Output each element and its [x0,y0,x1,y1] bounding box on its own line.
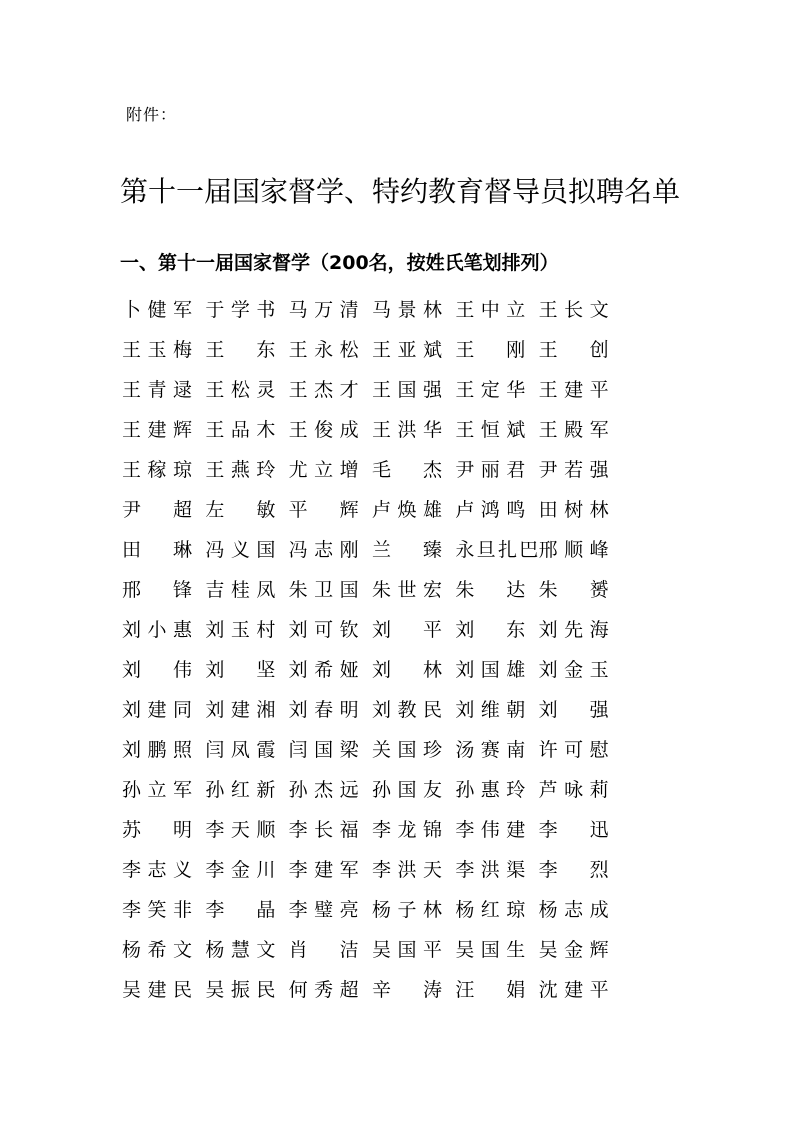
name-row [122,970,622,1010]
name-cell: 冯志刚 [288,539,359,561]
name-row [122,690,622,730]
name-cell: 王 东 [205,339,276,361]
name-cell: 王亚斌 [371,339,442,361]
name-cell: 李 迅 [538,819,609,841]
name-cell: 王永松 [288,339,359,361]
name-cell: 刘小惠 [122,619,192,641]
name-cell: 李笑非 [122,899,192,921]
name-cell: 关国珍 [371,739,442,761]
name-cell: 刘可钦 [288,619,359,641]
name-cell: 刘 强 [538,699,609,721]
name-row [122,810,622,850]
name-row [122,930,622,970]
name-cell: 刘教民 [371,699,442,721]
name-cell: 刘希娅 [288,659,359,681]
name-cell: 马万清 [288,299,359,321]
name-cell: 辛 涛 [371,979,442,1001]
name-cell: 王品木 [205,419,276,441]
name-cell: 汤赛南 [455,739,526,761]
name-cell: 毛 杰 [371,459,442,481]
name-cell: 刘金玉 [538,659,609,681]
name-cell: 孙杰远 [288,779,359,801]
name-row [122,890,622,930]
name-cell: 刘 东 [455,619,526,641]
name-cell: 邢顺峰 [538,539,609,561]
name-cell: 尹丽君 [455,459,526,481]
name-cell: 吴建民 [122,979,192,1001]
name-cell: 尹 超 [122,499,192,521]
name-cell: 刘 伟 [122,659,192,681]
name-cell: 吴振民 [205,979,276,1001]
name-row [122,290,622,330]
name-cell: 沈建平 [538,979,609,1001]
name-cell: 邢 锋 [122,579,192,601]
name-cell: 李洪渠 [455,859,526,881]
name-cell: 刘维朝 [455,699,526,721]
name-cell: 刘鹏照 [122,739,192,761]
name-cell: 苏 明 [122,819,192,841]
name-cell: 左 敏 [205,499,276,521]
name-cell: 王玉梅 [122,339,192,361]
name-cell: 杨志成 [538,899,609,921]
name-row [122,530,622,570]
name-cell: 马景林 [371,299,442,321]
name-cell: 李志义 [122,859,192,881]
name-cell: 李建军 [288,859,359,881]
name-cell: 吉桂凤 [205,579,276,601]
name-cell: 王建平 [538,379,609,401]
name-cell: 平 辉 [288,499,359,521]
name-cell: 王洪华 [371,419,442,441]
name-row [122,570,622,610]
name-cell: 卢鸿鸣 [455,499,526,521]
name-cell: 王国强 [371,379,442,401]
name-cell: 卜健军 [122,299,192,321]
name-cell: 王 创 [538,339,609,361]
name-cell: 肖 洁 [288,939,359,961]
name-cell: 王燕玲 [205,459,276,481]
section-heading: 一、第十一届国家督学（200名，按姓氏笔划排列） [120,252,559,274]
name-cell: 刘国雄 [455,659,526,681]
name-cell: 李长福 [288,819,359,841]
name-cell: 孙立军 [122,779,192,801]
name-cell: 王松灵 [205,379,276,401]
name-cell: 孙国友 [371,779,442,801]
name-cell: 王殿军 [538,419,609,441]
name-cell: 王俊成 [288,419,359,441]
name-row [122,730,622,770]
name-row [122,610,622,650]
name-cell: 王中立 [455,299,526,321]
name-cell: 闫国梁 [288,739,359,761]
attachment-label: 附件： [126,105,178,124]
name-cell: 吴金辉 [538,939,609,961]
name-cell: 王建辉 [122,419,192,441]
name-cell: 刘玉村 [205,619,276,641]
name-cell: 李璧亮 [288,899,359,921]
name-row [122,370,622,410]
name-cell: 杨红琼 [455,899,526,921]
name-cell: 王定华 [455,379,526,401]
name-cell: 杨慧文 [205,939,276,961]
name-cell: 刘 平 [371,619,442,641]
name-cell: 李洪天 [371,859,442,881]
name-cell: 李 晶 [205,899,276,921]
name-cell: 永旦扎巴 [455,539,538,561]
name-cell: 吴国生 [455,939,526,961]
name-cell: 孙红新 [205,779,276,801]
name-row [122,410,622,450]
name-cell: 冯义国 [205,539,276,561]
name-list [122,290,622,1010]
name-cell: 卢焕雄 [371,499,442,521]
name-cell: 王杰才 [288,379,359,401]
name-cell: 孙惠玲 [455,779,526,801]
name-cell: 田树林 [538,499,609,521]
name-cell: 汪 娟 [455,979,526,1001]
name-cell: 闫凤霞 [205,739,276,761]
name-cell: 李龙锦 [371,819,442,841]
name-cell: 刘春明 [288,699,359,721]
name-cell: 王青逯 [122,379,192,401]
name-row [122,330,622,370]
name-cell: 王 刚 [455,339,526,361]
name-cell: 王稼琼 [122,459,192,481]
name-cell: 李金川 [205,859,276,881]
name-row [122,650,622,690]
name-cell: 刘先海 [538,619,609,641]
name-cell: 李伟建 [455,819,526,841]
name-row [122,770,622,810]
name-cell: 尹若强 [538,459,609,481]
name-row [122,450,622,490]
name-cell: 杨希文 [122,939,192,961]
name-cell: 李天顺 [205,819,276,841]
name-cell: 刘建湘 [205,699,276,721]
name-cell: 朱 达 [455,579,526,601]
name-cell: 尤立增 [288,459,359,481]
document-title: 第十一届国家督学、特约教育督导员拟聘名单 [120,175,681,208]
name-cell: 兰 臻 [371,539,442,561]
name-cell: 刘 林 [371,659,442,681]
name-cell: 吴国平 [371,939,442,961]
name-cell: 何秀超 [288,979,359,1001]
name-cell: 朱卫国 [288,579,359,601]
name-cell: 刘 坚 [205,659,276,681]
name-cell: 许可慰 [538,739,609,761]
name-row [122,850,622,890]
name-cell: 朱 赟 [538,579,609,601]
name-row [122,490,622,530]
name-cell: 田 琳 [122,539,192,561]
name-cell: 王长文 [538,299,609,321]
name-cell: 芦咏莉 [538,779,609,801]
name-cell: 于学书 [205,299,276,321]
name-cell: 李 烈 [538,859,609,881]
name-cell: 刘建同 [122,699,192,721]
name-cell: 朱世宏 [371,579,442,601]
name-cell: 王恒斌 [455,419,526,441]
name-cell: 杨子林 [371,899,442,921]
